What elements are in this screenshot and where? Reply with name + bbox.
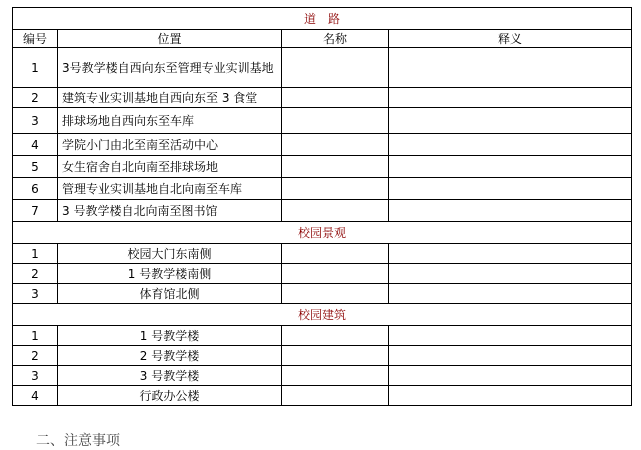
row-position: 管理专业实训基地自北向南至车库 xyxy=(58,178,282,200)
header-name: 名称 xyxy=(282,30,389,48)
row-name-cell[interactable] xyxy=(282,134,389,156)
row-name-cell[interactable] xyxy=(282,366,389,386)
row-number: 6 xyxy=(13,178,58,200)
table-row xyxy=(13,178,632,200)
row-name-cell[interactable] xyxy=(282,386,389,406)
row-position: 3 号教学楼 xyxy=(58,366,282,386)
row-number: 2 xyxy=(13,88,58,108)
row-position: 学院小门由北至南至活动中心 xyxy=(58,134,282,156)
table-row xyxy=(13,200,632,222)
row-meaning-cell[interactable] xyxy=(389,134,632,156)
row-meaning-cell[interactable] xyxy=(389,386,632,406)
row-number: 7 xyxy=(13,200,58,222)
row-name-cell[interactable] xyxy=(282,244,389,264)
row-number: 2 xyxy=(13,264,58,284)
row-position: 1 号教学楼南侧 xyxy=(58,264,282,284)
table-row xyxy=(13,284,632,304)
row-position: 3 号教学楼自北向南至图书馆 xyxy=(58,200,282,222)
section-header-buildings xyxy=(13,304,632,326)
row-meaning-cell[interactable] xyxy=(389,284,632,304)
table-row xyxy=(13,386,632,406)
row-name-cell[interactable] xyxy=(282,178,389,200)
row-position: 女生宿舍自北向南至排球场地 xyxy=(58,156,282,178)
row-meaning-cell[interactable] xyxy=(389,108,632,134)
section-header-landscape xyxy=(13,222,632,244)
row-position: 建筑专业实训基地自西向东至 3 食堂 xyxy=(58,88,282,108)
row-name-cell[interactable] xyxy=(282,264,389,284)
table-row xyxy=(13,244,632,264)
table-row xyxy=(13,156,632,178)
section-title-roads: 道 路 xyxy=(13,8,632,30)
row-number: 1 xyxy=(13,326,58,346)
row-meaning-cell[interactable] xyxy=(389,326,632,346)
row-meaning-cell[interactable] xyxy=(389,264,632,284)
header-meaning: 释义 xyxy=(389,30,632,48)
table-row xyxy=(13,326,632,346)
row-name-cell[interactable] xyxy=(282,284,389,304)
row-name-cell[interactable] xyxy=(282,200,389,222)
header-position: 位置 xyxy=(58,30,282,48)
row-name-cell[interactable] xyxy=(282,326,389,346)
table-row xyxy=(13,264,632,284)
row-meaning-cell[interactable] xyxy=(389,48,632,88)
row-name-cell[interactable] xyxy=(282,346,389,366)
row-number: 4 xyxy=(13,134,58,156)
row-position: 体育馆北侧 xyxy=(58,284,282,304)
naming-table xyxy=(12,7,632,406)
table-row xyxy=(13,88,632,108)
row-number: 3 xyxy=(13,108,58,134)
row-number: 4 xyxy=(13,386,58,406)
column-header-row xyxy=(13,30,632,48)
row-meaning-cell[interactable] xyxy=(389,346,632,366)
row-number: 3 xyxy=(13,366,58,386)
row-number: 1 xyxy=(13,244,58,264)
row-position: 3号教学楼自西向东至管理专业实训基地 xyxy=(58,48,282,88)
section-header-roads xyxy=(13,8,632,30)
footer-heading: 二、注意事项 xyxy=(36,433,120,449)
row-name-cell[interactable] xyxy=(282,156,389,178)
row-position: 行政办公楼 xyxy=(58,386,282,406)
row-meaning-cell[interactable] xyxy=(389,178,632,200)
row-meaning-cell[interactable] xyxy=(389,366,632,386)
row-meaning-cell[interactable] xyxy=(389,156,632,178)
table-row xyxy=(13,48,632,88)
row-position: 1 号教学楼 xyxy=(58,326,282,346)
table-row xyxy=(13,346,632,366)
row-position: 排球场地自西向东至车库 xyxy=(58,108,282,134)
row-number: 3 xyxy=(13,284,58,304)
row-name-cell[interactable] xyxy=(282,48,389,88)
row-number: 1 xyxy=(13,48,58,88)
row-meaning-cell[interactable] xyxy=(389,88,632,108)
table-row xyxy=(13,108,632,134)
table-row xyxy=(13,366,632,386)
row-meaning-cell[interactable] xyxy=(389,244,632,264)
table-row xyxy=(13,134,632,156)
row-number: 2 xyxy=(13,346,58,366)
row-position: 2 号教学楼 xyxy=(58,346,282,366)
header-number: 编号 xyxy=(13,30,58,48)
row-name-cell[interactable] xyxy=(282,88,389,108)
section-title-landscape: 校园景观 xyxy=(13,222,632,244)
section-title-buildings: 校园建筑 xyxy=(13,304,632,326)
row-number: 5 xyxy=(13,156,58,178)
row-name-cell[interactable] xyxy=(282,108,389,134)
row-meaning-cell[interactable] xyxy=(389,200,632,222)
row-position: 校园大门东南侧 xyxy=(58,244,282,264)
